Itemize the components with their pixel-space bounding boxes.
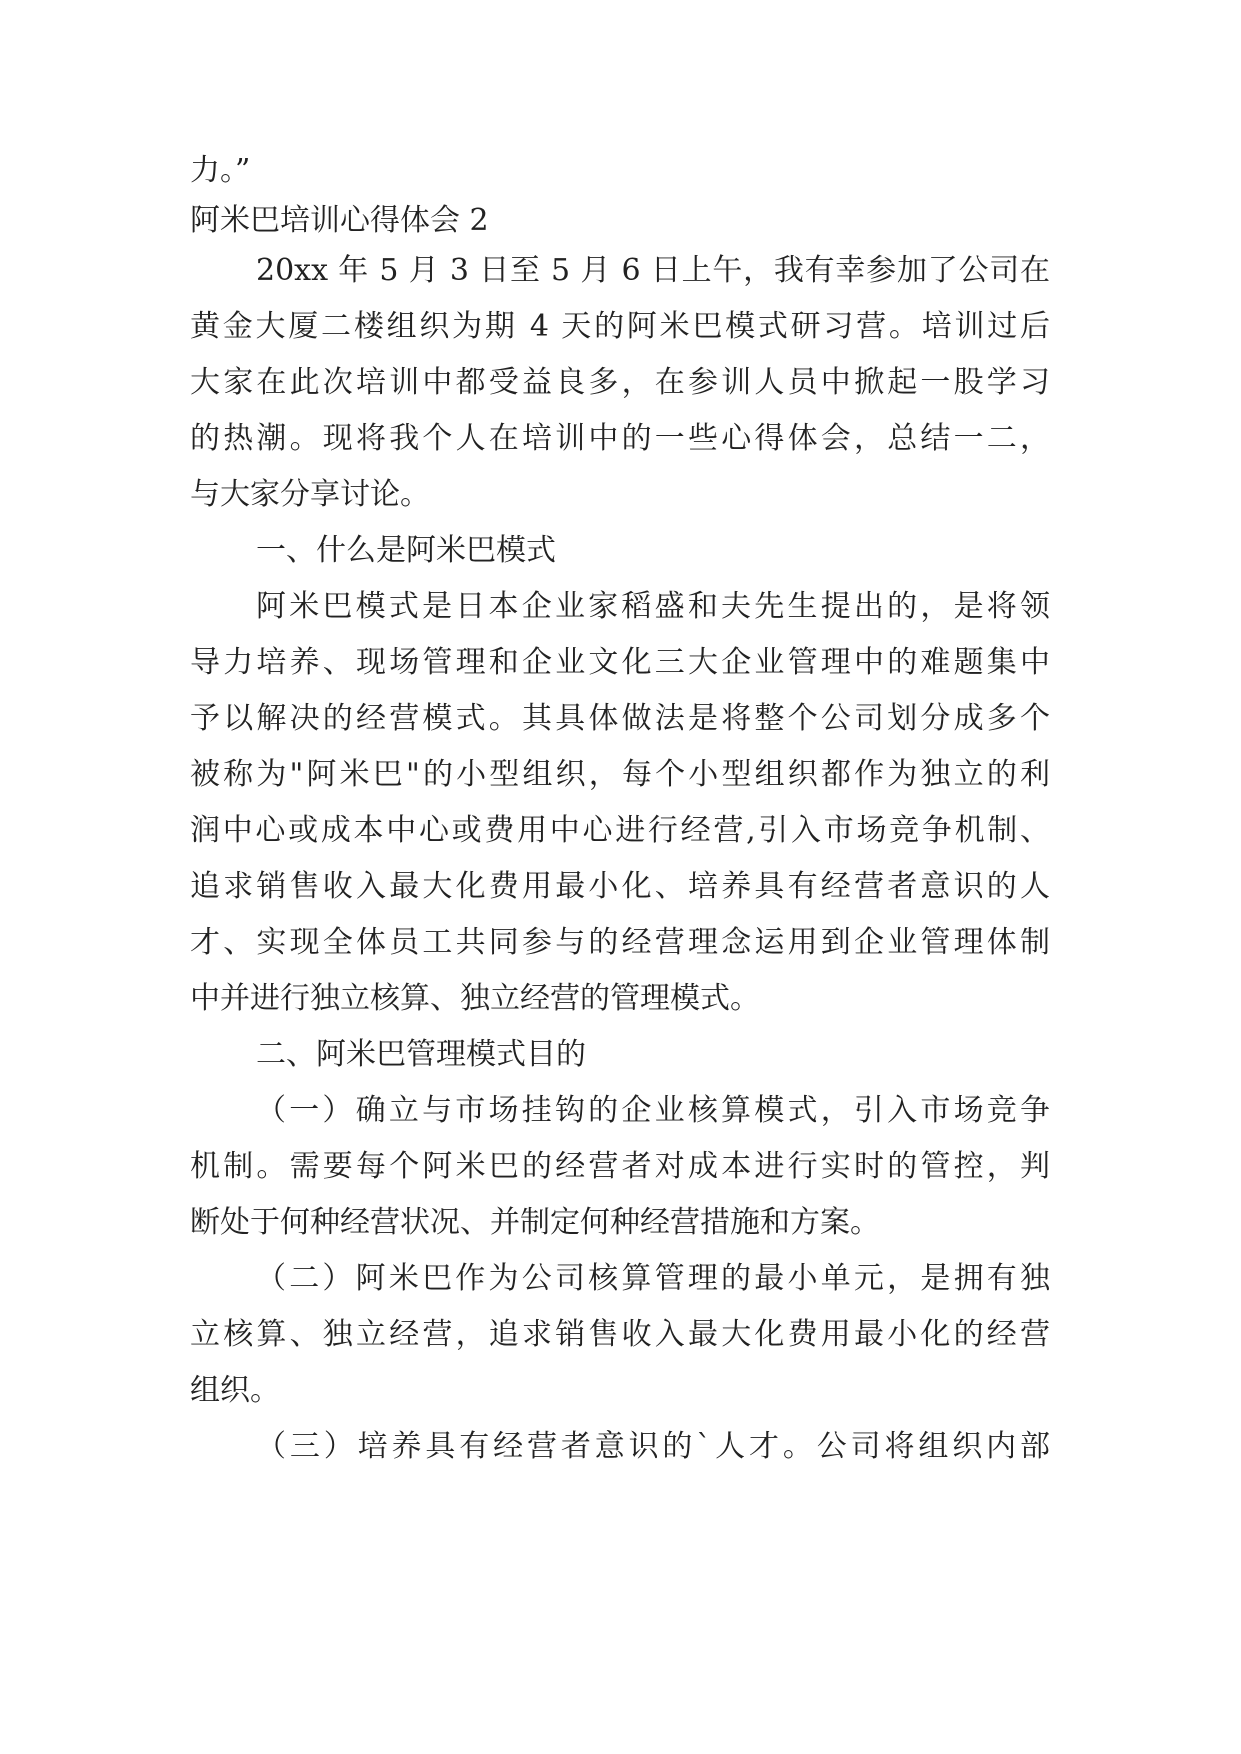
text-line-14: 追求销售收入最大化费用最小化、培养具有经营者意识的人	[190, 869, 1050, 904]
text-line-20: 断处于何种经营状况、并制定何种经营措施和方案。	[190, 1205, 880, 1240]
text-line-16: 中并进行独立核算、独立经营的管理模式。	[190, 981, 760, 1016]
text-line-21: （二）阿米巴作为公司核算管理的最小单元，是拥有独	[256, 1261, 1050, 1296]
text-line-19: 机制。需要每个阿米巴的经营者对成本进行实时的管控，判	[190, 1149, 1050, 1184]
text-line-18: （一）确立与市场挂钩的企业核算模式，引入市场竞争	[256, 1093, 1050, 1128]
text-line-22: 立核算、独立经营，追求销售收入最大化费用最小化的经营	[190, 1317, 1050, 1352]
text-line-9: 阿米巴模式是日本企业家稻盛和夫先生提出的，是将领	[256, 589, 1050, 624]
text-line-24: （三）培养具有经营者意识的`人才。公司将组织内部	[256, 1429, 1050, 1464]
subheading-what-is: 一、什么是阿米巴模式	[256, 533, 556, 568]
text-line-15: 才、实现全体员工共同参与的经营理念运用到企业管理体制	[190, 925, 1050, 960]
text-line-1: 力。”	[190, 153, 251, 188]
text-line-7: 与大家分享讨论。	[190, 477, 430, 512]
text-line-6: 的热潮。现将我个人在培训中的一些心得体会，总结一二，	[190, 421, 1050, 456]
subheading-purpose: 二、阿米巴管理模式目的	[256, 1037, 586, 1072]
text-line-5: 大家在此次培训中都受益良多，在参训人员中掀起一股学习	[190, 365, 1050, 400]
section-heading-2: 阿米巴培训心得体会 2	[190, 203, 489, 238]
text-line-13: 润中心或成本中心或费用中心进行经营,引入市场竞争机制、	[190, 813, 1050, 848]
text-line-11: 予以解决的经营模式。其具体做法是将整个公司划分成多个	[190, 701, 1050, 736]
text-line-10: 导力培养、现场管理和企业文化三大企业管理中的难题集中	[190, 645, 1050, 680]
text-line-4: 黄金大厦二楼组织为期 4 天的阿米巴模式研习营。培训过后	[190, 309, 1050, 344]
text-line-12: 被称为"阿米巴"的小型组织，每个小型组织都作为独立的利	[190, 757, 1050, 792]
text-line-3: 20xx 年 5 月 3 日至 5 月 6 日上午，我有幸参加了公司在	[256, 253, 1050, 288]
text-line-23: 组织。	[190, 1373, 280, 1408]
